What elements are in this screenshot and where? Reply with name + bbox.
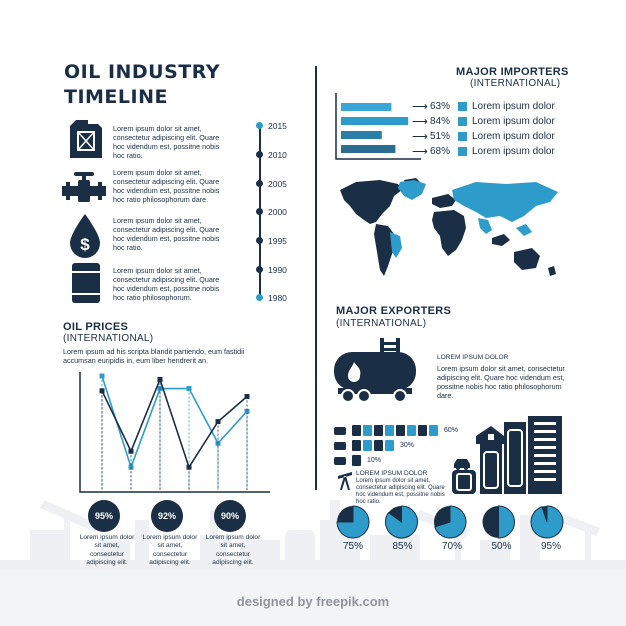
importer-bar — [341, 117, 408, 125]
timeline-text-2: Lorem ipsum dolor sit amet, consectetur adipiscing elit. Quare hoc videndum est, possitne nobis hoc ratio philosophorum dare. — [113, 168, 220, 204]
fuel-can-icon — [352, 440, 361, 451]
price-badge: 90% — [214, 500, 246, 532]
legend-swatch — [458, 117, 467, 126]
data-point — [100, 388, 105, 393]
arrow-right-icon: ⟶ — [412, 146, 428, 158]
pie-label: 70% — [441, 541, 462, 552]
data-point — [187, 386, 192, 391]
oil-prices-line-chart — [72, 372, 272, 500]
timeline-year: 2005 — [268, 179, 287, 189]
data-point — [129, 449, 134, 454]
arrow-right-icon: ⟶ — [412, 101, 428, 113]
importer-row — [412, 114, 555, 129]
world-map — [336, 176, 564, 288]
refinery-buildings-icon — [450, 416, 566, 494]
importer-label: Lorem ipsum dolor — [472, 101, 555, 112]
importer-row — [412, 129, 555, 144]
timeline-node — [256, 266, 263, 273]
importers-legend — [412, 99, 555, 159]
fuel-can-icon — [374, 440, 383, 451]
exporters-pie-charts — [336, 504, 568, 540]
timeline-node — [256, 294, 263, 301]
oil-prices-subtitle: (INTERNATIONAL) — [63, 333, 154, 344]
importer-bar — [341, 131, 382, 139]
page-title — [64, 60, 220, 110]
chart-axes — [80, 372, 270, 492]
timeline-year: 1980 — [268, 293, 287, 303]
pie-slice — [531, 506, 563, 538]
car-icon — [452, 458, 472, 470]
importer-label: Lorem ipsum dolor — [472, 131, 555, 142]
tractor-icon — [334, 442, 346, 450]
svg-text:$: $ — [80, 235, 90, 254]
page-title-line-1: OIL INDUSTRY — [64, 61, 221, 83]
price-badge-text: Lorem ipsum dolor sit amet, consectetur adipiscing elit. — [142, 534, 198, 566]
importers-title: MAJOR IMPORTERS — [456, 66, 569, 78]
oil-barrel-icon — [72, 263, 100, 303]
arrow-right-icon: ⟶ — [412, 131, 428, 143]
export-icon-row — [334, 423, 458, 438]
importer-bar — [341, 145, 395, 153]
pie-label: 95% — [540, 541, 561, 552]
timeline-node — [256, 151, 263, 158]
importer-row — [412, 99, 555, 114]
pie-labels — [336, 541, 568, 552]
pipeline-valve-icon — [62, 172, 106, 208]
timeline-year: 2000 — [268, 207, 287, 217]
export-icon-rows — [334, 423, 458, 468]
importer-pct: 68% — [430, 146, 451, 157]
importer-pct: 51% — [430, 131, 451, 142]
importer-label: Lorem ipsum dolor — [472, 146, 555, 157]
price-badge: 95% — [88, 500, 120, 532]
series-line — [102, 379, 247, 467]
fuel-can-icon — [385, 425, 394, 436]
export-icon-row-pct: 10% — [367, 457, 382, 464]
pie-slice — [499, 506, 515, 538]
timeline-text-4: Lorem ipsum dolor sit amet, consectetur adipiscing elit. Quare hoc videndum est, possitne nobis hoc ratio philosophorum. — [113, 266, 220, 302]
timeline-text-3: Lorem ipsum dolor sit amet, consectetur adipiscing elit. Quare hoc videndum est, possitne nobis hoc ratio. — [113, 216, 220, 252]
importer-label: Lorem ipsum dolor — [472, 116, 555, 127]
data-point — [100, 374, 105, 379]
timeline-year: 1995 — [268, 236, 287, 246]
oil-drop-dollar-icon — [68, 214, 102, 258]
fuel-can-icon — [418, 425, 427, 436]
importer-bar — [341, 103, 391, 111]
data-point — [216, 419, 221, 424]
pumpjack-icon — [338, 470, 352, 490]
data-point — [245, 394, 250, 399]
fuel-can-icon — [429, 425, 438, 436]
arrow-right-icon: ⟶ — [412, 116, 428, 128]
fuel-can-icon — [352, 425, 361, 436]
truck-heading: LOREM IPSUM DOLOR — [437, 354, 509, 361]
jerrycan-icon — [66, 118, 104, 158]
legend-swatch — [458, 102, 467, 111]
price-badge-text: Lorem ipsum dolor sit amet, consectetur adipiscing elit. — [79, 534, 135, 566]
timeline-node — [256, 122, 263, 129]
tractor-icon — [334, 427, 346, 435]
truck-description: Lorem ipsum dolor sit amet, consectetur adipiscing elit. Quare hoc videndum est, possitne nobis hoc ratio philosophorum dare. — [437, 364, 565, 400]
exporters-title: MAJOR EXPORTERS — [336, 305, 452, 317]
timeline-year: 2015 — [268, 121, 287, 131]
pie-label: 85% — [392, 541, 413, 552]
importer-pct: 63% — [430, 101, 451, 112]
oil-tanker-truck-icon — [334, 338, 416, 404]
car-icon — [334, 457, 346, 465]
page-title-line-2: TIMELINE — [64, 86, 168, 108]
pie-label: 50% — [491, 541, 512, 552]
price-badge: 92% — [151, 500, 183, 532]
fuel-can-icon — [363, 440, 372, 451]
timeline-text-1: Lorem ipsum dolor sit amet, consectetur adipiscing elit. Quare hoc videndum est, possitne nobis hoc ratio. — [113, 124, 220, 160]
timeline-node — [256, 208, 263, 215]
importer-pct: 84% — [430, 116, 451, 127]
fuel-can-icon — [385, 440, 394, 451]
timeline-node — [256, 180, 263, 187]
data-point — [158, 377, 163, 382]
pie-label: 75% — [342, 541, 363, 552]
importers-bar-chart — [333, 93, 423, 163]
fuel-can-icon — [407, 425, 416, 436]
legend-swatch — [458, 132, 467, 141]
oil-prices-title: OIL PRICES — [63, 321, 129, 333]
legend-swatch — [458, 147, 467, 156]
exporters-subtitle: (INTERNATIONAL) — [336, 318, 427, 329]
small-heading: LOREM IPSUM DOLOR — [356, 470, 428, 477]
fuel-can-icon — [396, 425, 405, 436]
footer-brand[interactable]: designed by freepik.com — [236, 594, 390, 609]
fuel-can-icon — [363, 425, 372, 436]
data-point — [187, 465, 192, 470]
price-badge-text: Lorem ipsum dolor sit amet, consectetur adipiscing elit. — [205, 534, 261, 566]
importers-subtitle: (INTERNATIONAL) — [470, 78, 561, 89]
export-icon-row-pct: 30% — [400, 442, 415, 449]
export-icon-row — [334, 453, 458, 468]
timeline-year: 1990 — [268, 265, 287, 275]
export-icon-row-pct: 60% — [444, 427, 459, 434]
fuel-can-icon — [352, 455, 361, 466]
export-icon-row — [334, 438, 458, 453]
column-divider — [315, 66, 317, 490]
small-description: Lorem ipsum dolor sit amet, consectetur adipiscing elit. Quare hoc videndum est, possitne nobis hoc ratio. — [356, 478, 445, 505]
timeline-node — [256, 237, 263, 244]
fuel-can-icon — [374, 425, 383, 436]
importer-row — [412, 144, 555, 159]
timeline-year: 2010 — [268, 150, 287, 160]
oil-prices-description: Lorem ipsum ad his scripta blandit partiendo, eum fastidii accumsan euripidis in, eum liber hendrerit an. — [63, 347, 245, 365]
